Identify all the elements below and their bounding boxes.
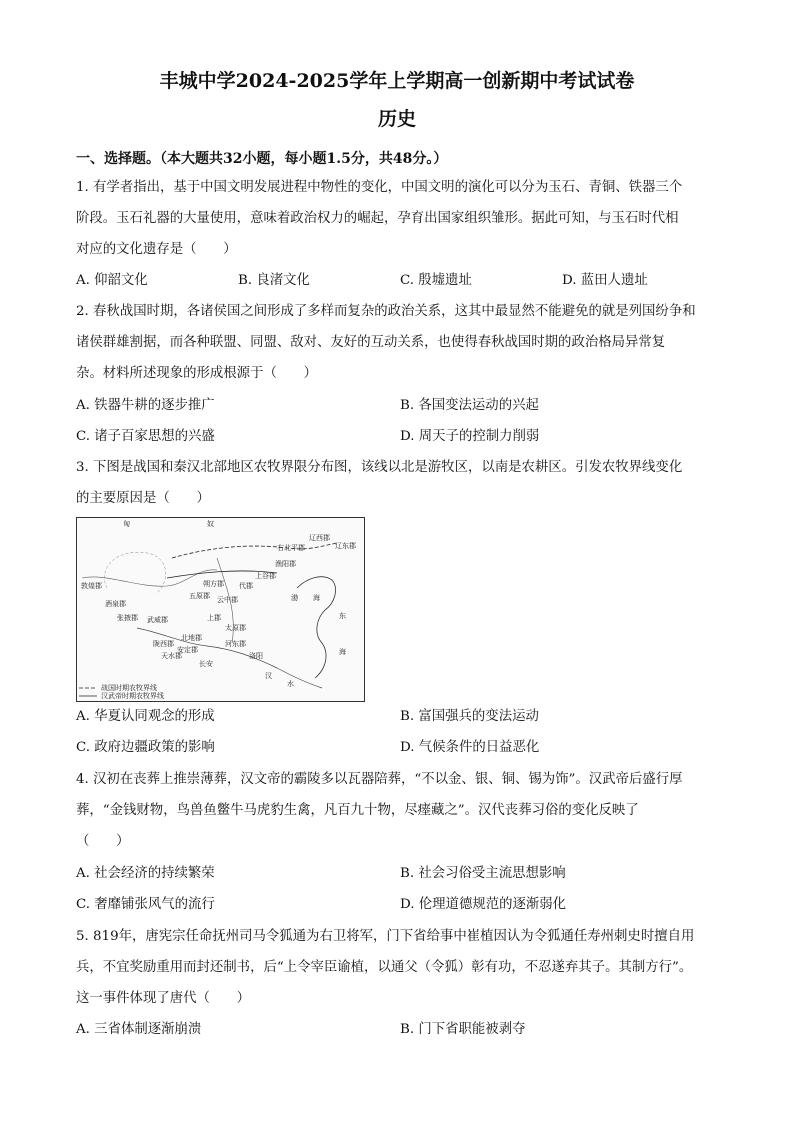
q2-line-2: 诸侯群雄割据，而各种联盟、同盟、敌对、友好的互动关系，也使得春秋战国时期的政治格局异常复 bbox=[76, 335, 666, 350]
map-label: 代郡 bbox=[239, 582, 253, 590]
map-label: 海 bbox=[313, 594, 320, 602]
map-label: 辽东郡 bbox=[335, 542, 356, 550]
q3-line-2: 的主要原因是（ ） bbox=[76, 491, 210, 506]
map-label: 上谷郡 bbox=[255, 572, 276, 580]
map-label: 长安 bbox=[199, 660, 213, 668]
q5-option-a: A. 三省体制逐渐崩溃 bbox=[76, 1022, 202, 1037]
q1-option-c: C. 殷墟遗址 bbox=[400, 273, 472, 288]
q3-option-d: D. 气候条件的日益恶化 bbox=[400, 740, 540, 755]
map-label: 云中郡 bbox=[217, 596, 238, 604]
q3-option-c: C. 政府边疆政策的影响 bbox=[76, 740, 215, 755]
map-label: 北地郡 bbox=[181, 634, 202, 642]
map-label: 朔方郡 bbox=[203, 580, 224, 588]
map-label: 东 bbox=[339, 612, 346, 620]
map-label: 奴 bbox=[207, 520, 214, 528]
q5-line-3: 这一事件体现了唐代（ ） bbox=[76, 991, 251, 1006]
q3-option-b: B. 富国强兵的变法运动 bbox=[400, 709, 539, 724]
q1-option-a: A. 仰韶文化 bbox=[76, 273, 148, 288]
q2-option-b: B. 各国变法运动的兴起 bbox=[400, 398, 539, 413]
map-label: 太原郡 bbox=[225, 624, 246, 632]
q5-line-1: 5. 819年，唐宪宗任命抚州司马令狐通为右卫将军，门下省给事中崔植因认为令狐通任寿州刺史时擅自用 bbox=[76, 929, 695, 944]
map-legend-item: 汉武帝时期农牧界线 bbox=[101, 692, 164, 700]
map-label: 敦煌郡 bbox=[81, 582, 102, 590]
q1-option-d: D. 蓝田人遗址 bbox=[562, 273, 648, 288]
q2-line-3: 杂。材料所述现象的形成根源于（ ） bbox=[76, 366, 318, 381]
map-label: 汉 bbox=[265, 672, 272, 680]
q4-line-1: 4. 汉初在丧葬上推崇薄葬，汉文帝的霸陵多以瓦器陪葬，“不以金、银、铜、锡为饰”。汉武帝后盛行厚 bbox=[76, 772, 683, 787]
map-label: 天水郡 bbox=[161, 652, 182, 660]
q2-option-d: D. 周天子的控制力削弱 bbox=[400, 429, 540, 444]
q4-option-b: B. 社会习俗受主流思想影响 bbox=[400, 866, 566, 881]
subject-title: 历史 bbox=[377, 108, 416, 130]
q2-option-a: A. 铁器牛耕的逐步推广 bbox=[76, 398, 215, 413]
q4-option-c: C. 奢靡铺张风气的流行 bbox=[76, 897, 215, 912]
map-label: 右北平郡 bbox=[277, 544, 305, 552]
map-label: 洛阳 bbox=[249, 652, 263, 660]
q4-option-d: D. 伦理道德规范的逐渐弱化 bbox=[400, 897, 567, 912]
map-label: 五原郡 bbox=[189, 592, 210, 600]
q4-line-3: （ ） bbox=[76, 834, 130, 849]
map-label: 河东郡 bbox=[225, 640, 246, 648]
map-label: 渔阳郡 bbox=[275, 560, 296, 568]
map-label: 海 bbox=[339, 648, 346, 656]
map-legend-item: 战国时期农牧界线 bbox=[101, 684, 157, 692]
map-label: 渤 bbox=[291, 594, 298, 602]
map-label: 上郡 bbox=[207, 614, 221, 622]
map-label: 武威郡 bbox=[147, 616, 168, 624]
exam-title: 丰城中学2024-2025学年上学期高一创新期中考试试卷 bbox=[159, 70, 635, 92]
map-label: 张掖郡 bbox=[117, 614, 138, 622]
map-label: 陇西郡 bbox=[153, 640, 174, 648]
q4-line-2: 葬，“金钱财物，鸟兽鱼鳖牛马虎豹生禽，凡百九十物，尽瘗藏之”。汉代丧葬习俗的变化反映了 bbox=[76, 803, 639, 818]
section-heading: 一、选择题。（本大题共32小题，每小题1.5分，共48分。） bbox=[76, 151, 448, 167]
map-label: 酒泉郡 bbox=[105, 600, 126, 608]
q3-option-a: A. 华夏认同观念的形成 bbox=[76, 709, 215, 724]
q1-line-2: 阶段。玉石礼器的大量使用，意味着政治权力的崛起，孕育出国家组织雏形。据此可知，与玉石时代相 bbox=[76, 211, 679, 226]
map-label: 水 bbox=[287, 680, 294, 688]
q3-line-1: 3. 下图是战国和秦汉北部地区农牧界限分布图，该线以北是游牧区，以南是农耕区。引发农牧界线变化 bbox=[76, 460, 683, 475]
map-label: 匈 bbox=[123, 520, 130, 528]
q1-line-3: 对应的文化遗存是（ ） bbox=[76, 242, 237, 257]
q5-option-b: B. 门下省职能被剥夺 bbox=[400, 1022, 526, 1037]
q4-option-a: A. 社会经济的持续繁荣 bbox=[76, 866, 215, 881]
q1-option-b: B. 良渚文化 bbox=[238, 273, 310, 288]
map-label: 安定郡 bbox=[177, 646, 198, 654]
q1-line-1: 1. 有学者指出，基于中国文明发展进程中物性的变化，中国文明的演化可以分为玉石、青铜、铁器三个 bbox=[76, 180, 683, 195]
q5-line-2: 兵，不宜奖励重用而封还制书，后“上令宰臣谕植，以通父（令狐）彰有功，不忍遂弃其子。其制方行”。 bbox=[76, 960, 693, 975]
map-label: 辽西郡 bbox=[309, 534, 330, 542]
historical-map bbox=[76, 517, 365, 702]
q2-line-1: 2. 春秋战国时期，各诸侯国之间形成了多样而复杂的政治关系，这其中最显然不能避免的就是列国纷争和 bbox=[76, 304, 696, 319]
q2-option-c: C. 诸子百家思想的兴盛 bbox=[76, 429, 215, 444]
